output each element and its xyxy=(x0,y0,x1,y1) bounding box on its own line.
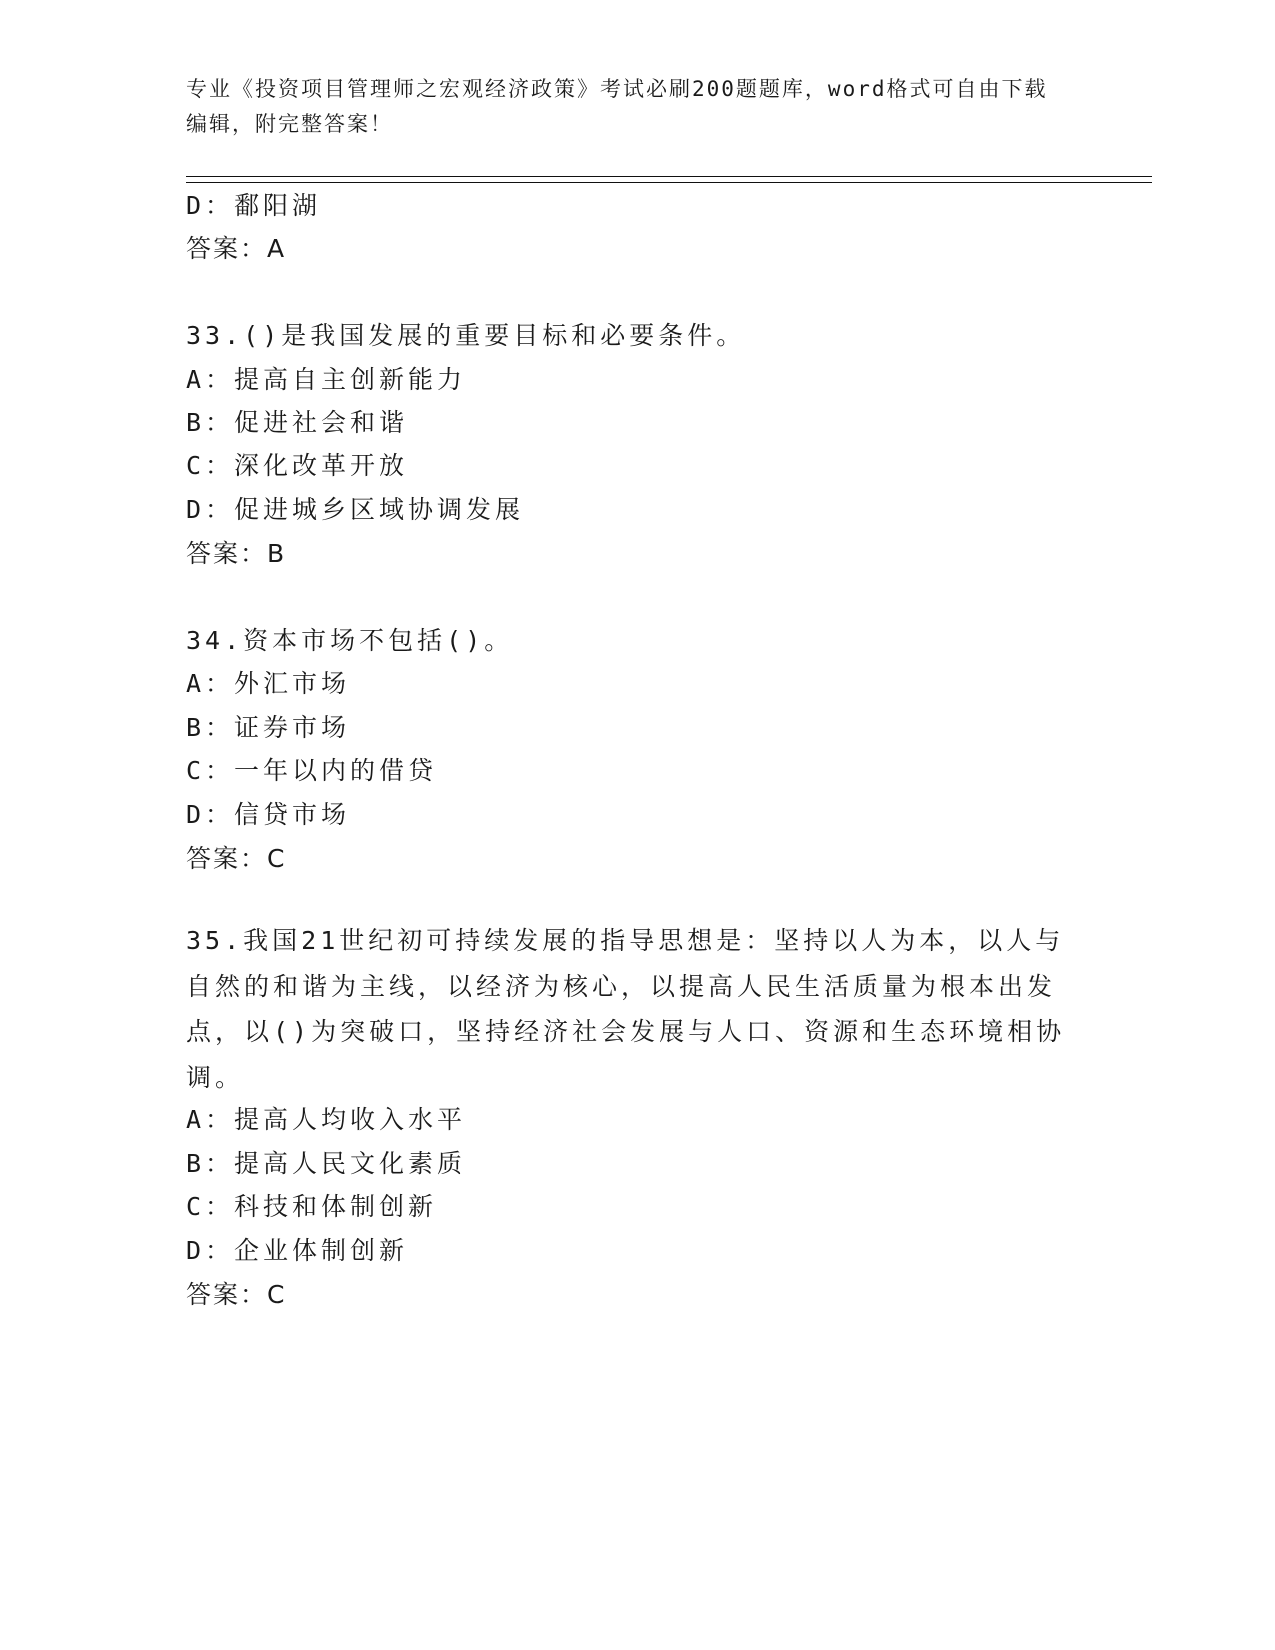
q33-option-a: A：提高自主创新能力 xyxy=(186,365,467,394)
q34-option-b: B：证券市场 xyxy=(186,713,351,742)
q33-option-b: B：促进社会和谐 xyxy=(186,408,409,437)
question-33: 33.()是我国发展的重要目标和必要条件。 xyxy=(186,321,746,350)
q35-option-a: A：提高人均收入水平 xyxy=(186,1105,467,1134)
q35-option-b: B：提高人民文化素质 xyxy=(186,1149,467,1178)
question-34: 34.资本市场不包括()。 xyxy=(186,626,514,655)
q35-option-d: D：企业体制创新 xyxy=(186,1236,409,1265)
document-header: 专业《投资项目管理师之宏观经济政策》考试必刷200题题库，word格式可自由下载编辑，附完整答案！ xyxy=(186,77,1048,136)
q34-option-a: A：外汇市场 xyxy=(186,669,351,698)
header-divider-double xyxy=(186,182,1152,183)
q33-option-c: C：深化改革开放 xyxy=(186,451,409,480)
q33-answer: 答案：B xyxy=(186,539,287,568)
q34-option-c: C：一年以内的借贷 xyxy=(186,756,438,785)
option-d: D：鄱阳湖 xyxy=(186,191,322,220)
q34-option-d: D：信贷市场 xyxy=(186,800,351,829)
q34-answer: 答案：C xyxy=(186,844,287,873)
question-35: 35.我国21世纪初可持续发展的指导思想是：坚持以人为本，以人与自然的和谐为主线，以经济为核心，以提高人民生活质量为根本出发点，以()为突破口，坚持经济社会发展与人口、资源和生态环境相协调。 xyxy=(186,926,1066,1092)
q35-option-c: C：科技和体制创新 xyxy=(186,1192,438,1221)
q33-option-d: D：促进城乡区域协调发展 xyxy=(186,495,525,524)
q35-answer: 答案：C xyxy=(186,1280,287,1309)
header-divider xyxy=(186,176,1152,177)
answer-line: 答案：A xyxy=(186,234,287,263)
